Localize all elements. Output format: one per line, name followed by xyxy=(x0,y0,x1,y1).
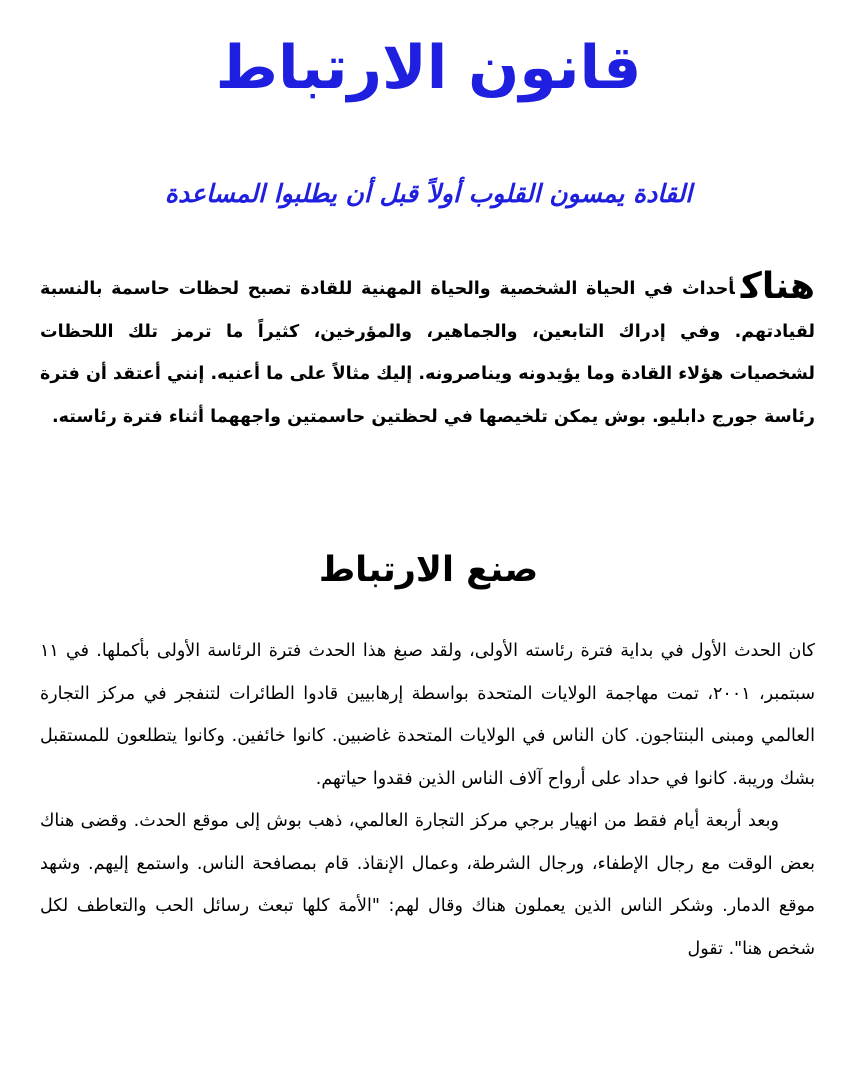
body-paragraph: كان الحدث الأول في بداية فترة رئاسته الأولى، ولقد صبغ هذا الحدث فترة الرئاسة الأولى بأكملها. في ١١ سبتمبر، ٢٠٠١، تمت مهاجمة الولايات المتحدة بواسطة إرهابيين قادوا الطائرات لتنفجر في مركز التجارة العالمي ومبنى البنتاجون. كان الناس في الولايات المتحدة غاضبين. كانوا خائفين. وكانوا يتطلعون للمستقبل بشك وريبة. كانوا في حداد على أرواح آلاف الناس الذين فقدوا حياتهم. xyxy=(40,641,815,789)
page-title: قانون الارتباط xyxy=(215,33,642,103)
intro-lead-word: هناك xyxy=(740,266,815,307)
intro-text: أحداث في الحياة الشخصية والحياة المهنية للقادة تصبح لحظات حاسمة بالنسبة لقيادتهم. وفي إدراك التابعين، والجماهير، والمؤرخين، كثيراً ما ترمز تلك اللحظات لشخصيات هؤلاء القادة وما يؤيدونه ويناصرونه. إليك مثالاً على ما أعنيه. إنني أعتقد أن فترة رئاسة جورج دابليو. بوش يمكن تلخيصها في لحظتين حاسمتين واجههما أثناء فترة رئاسته. xyxy=(40,279,815,427)
body-paragraph: وبعد أربعة أيام فقط من انهيار برجي مركز التجارة العالمي، ذهب بوش إلى موقع الحدث. وقضى هناك بعض الوقت مع رجال الإطفاء، ورجال الشرطة، وعمال الإنقاذ. قام بمصافحة الناس. واستمع إليهم. وشهد موقع الدمار. وشكر الناس الذين يعملون هناك وقال لهم: "الأمة كلها تبعث رسائل الحب والتعاطف لكل شخص هنا". تقول xyxy=(40,811,815,959)
section-heading: صنع الارتباط xyxy=(318,550,539,590)
intro-paragraph xyxy=(40,266,815,438)
page-subtitle: القادة يمسون القلوب أولاً قبل أن يطلبوا المساعدة xyxy=(164,179,693,208)
section-body xyxy=(40,630,815,970)
